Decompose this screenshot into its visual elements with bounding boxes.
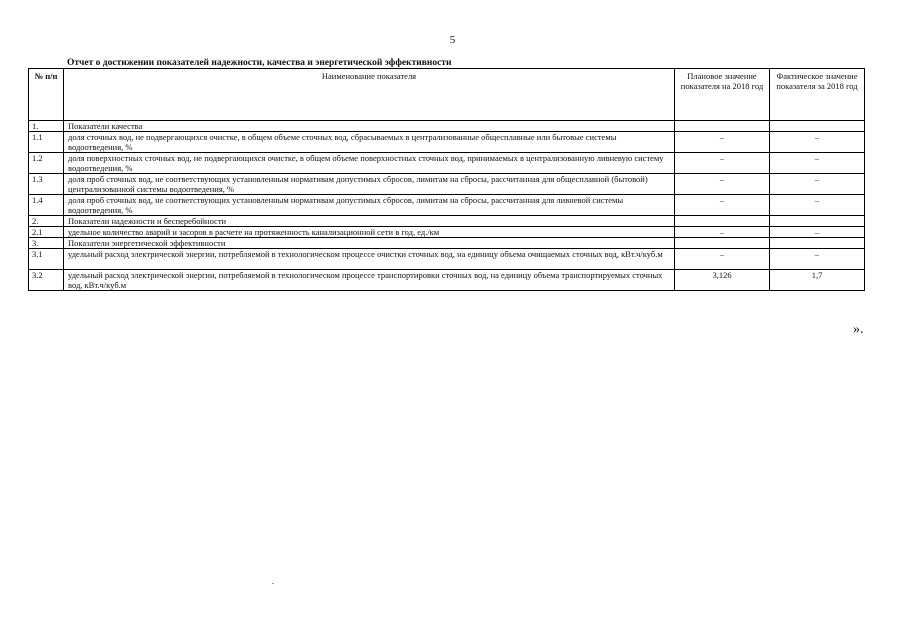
row-plan: –	[675, 249, 770, 270]
scan-speck	[272, 583, 274, 584]
report-title: Отчет о достижении показателей надежности, качества и энергетической эффективности	[67, 58, 452, 68]
row-plan	[675, 238, 770, 249]
row-name: доля проб сточных вод, не соответствующих установленным нормативам допустимых сбросов, лимитам на сбросы, рассчитанная для общесплавной (бытовой) централизованной системы водоотведения, %	[64, 174, 675, 195]
table-row	[29, 238, 865, 249]
row-num: 1.2	[29, 153, 64, 174]
row-num: 3.2	[29, 270, 64, 291]
row-name: доля сточных вод, не подвергающихся очистке, в общем объеме сточных вод, сбрасываемых в централизованные общесплавные или бытовые системы водоотведения, %	[64, 132, 675, 153]
row-fact: –	[770, 153, 865, 174]
row-fact: –	[770, 249, 865, 270]
table-row	[29, 216, 865, 227]
row-fact: –	[770, 174, 865, 195]
header-plan: Плановое значение показателя на 2018 год	[675, 69, 770, 121]
table-row	[29, 270, 865, 291]
row-plan: –	[675, 132, 770, 153]
row-name: доля проб сточных вод, не соответствующих установленным нормативам допустимых сбросов, лимитам на сбросы, рассчитанная для ливневой системы водоотведения, %	[64, 195, 675, 216]
row-plan: –	[675, 195, 770, 216]
table-row	[29, 153, 865, 174]
row-num: 1.1	[29, 132, 64, 153]
row-num: 1.3	[29, 174, 64, 195]
header-name: Наименование показателя	[64, 69, 675, 121]
table-body	[29, 121, 865, 291]
table-row	[29, 249, 865, 270]
row-name: Показатели энергетической эффективности	[64, 238, 675, 249]
row-fact: –	[770, 132, 865, 153]
indicators-table	[28, 68, 865, 291]
row-fact	[770, 238, 865, 249]
table-row	[29, 121, 865, 132]
row-plan: –	[675, 174, 770, 195]
row-fact	[770, 121, 865, 132]
table-row	[29, 195, 865, 216]
closing-mark: ».	[853, 322, 864, 337]
row-num: 2.	[29, 216, 64, 227]
row-fact: –	[770, 195, 865, 216]
row-name: удельный расход электрической энергии, потребляемой в технологическом процессе очистки сточных вод, на единицу объема очищаемых сточных вод, кВт.ч/куб.м	[64, 249, 675, 270]
row-fact: 1,7	[770, 270, 865, 291]
row-name: Показатели надежности и бесперебойности	[64, 216, 675, 227]
row-num: 3.1	[29, 249, 64, 270]
header-fact: Фактическое значение показателя за 2018 год	[770, 69, 865, 121]
table-row	[29, 227, 865, 238]
row-num: 1.4	[29, 195, 64, 216]
page-number: 5	[449, 34, 456, 46]
table-row	[29, 174, 865, 195]
row-name: удельное количество аварий и засоров в расчете на протяженность канализационной сети в год, ед./км	[64, 227, 675, 238]
row-num: 1.	[29, 121, 64, 132]
table-row	[29, 132, 865, 153]
row-plan	[675, 121, 770, 132]
row-fact	[770, 216, 865, 227]
row-fact: –	[770, 227, 865, 238]
row-num: 2.1	[29, 227, 64, 238]
table-header-row	[29, 69, 865, 121]
row-plan: –	[675, 153, 770, 174]
row-plan: 3,126	[675, 270, 770, 291]
row-plan: –	[675, 227, 770, 238]
row-name: доля поверхностных сточных вод, не подвергающихся очистке, в общем объеме поверхностных сточных вод, принимаемых в централизованную ливневую систему водоотведения, %	[64, 153, 675, 174]
row-plan	[675, 216, 770, 227]
row-name: удельный расход электрической энергии, потребляемой в технологическом процессе транспортировки сточных вод, на единицу объема транспортируемых сточных вод, кВт.ч/куб.м	[64, 270, 675, 291]
row-num: 3.	[29, 238, 64, 249]
header-num: № п/п	[29, 69, 64, 121]
row-name: Показатели качества	[64, 121, 675, 132]
